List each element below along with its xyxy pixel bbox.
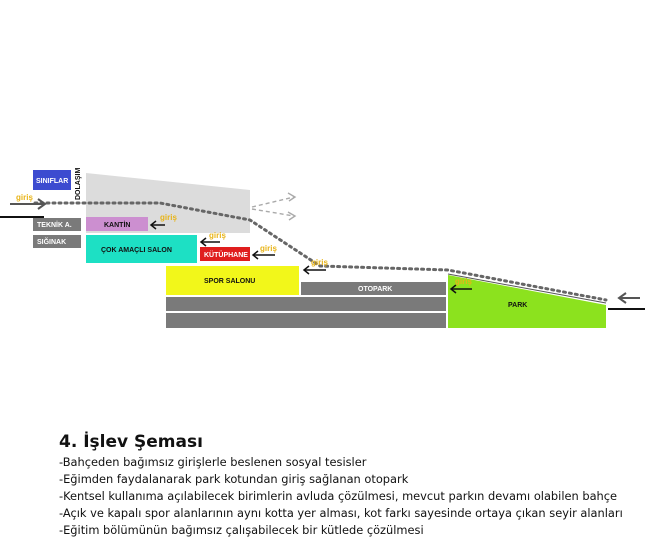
siniflar-label: SINIFLAR <box>36 178 69 185</box>
giris-label-left: giriş <box>16 193 33 202</box>
siginak-label: SIĞINAK <box>37 239 67 246</box>
giris-label-otopark: giriş <box>455 277 472 286</box>
spor-label: SPOR SALONU <box>204 278 256 285</box>
caption-line: -Açık ve kapalı spor alanlarının aynı kotta yer alması, kot farkı sayesinde ortaya çıkan seyir alanları <box>59 506 623 520</box>
kantin-label: KANTİN <box>104 222 131 229</box>
exit-arrows <box>252 193 295 220</box>
entrance-arrow-spor <box>304 266 326 274</box>
lower-floor-2 <box>166 313 446 328</box>
giris-label-spor: giriş <box>311 258 328 267</box>
dolasim-label: DOLAŞIM <box>75 167 82 200</box>
cok-amacli-label: ÇOK AMAÇLI SALON <box>101 247 172 254</box>
caption-line: -Eğitim bölümünün bağımsız çalışabilecek bir kütlede çözülmesi <box>59 523 424 537</box>
giris-label-salon: giriş <box>209 231 226 240</box>
caption-title: 4. İşlev Şeması <box>59 432 203 452</box>
entrance-arrow-right <box>619 293 640 303</box>
caption-line: -Eğimden faydalanarak park kotundan giriş sağlanan otopark <box>59 472 409 486</box>
park-label: PARK <box>508 302 528 309</box>
caption-line: -Kentsel kullanıma açılabilecek birimlerin avluda çözülmesi, mevcut parkın devamı olabilen bahçe <box>59 489 618 503</box>
giris-label-kantin: giriş <box>160 213 177 222</box>
kutuphane-label: KÜTÜPHANE <box>204 252 248 259</box>
giris-label-kutuphane: giriş <box>260 244 277 253</box>
teknik-label: TEKNİK A. <box>37 222 72 229</box>
caption-line: -Bahçeden bağımsız girişlerle beslenen sosyal tesisler <box>59 455 367 469</box>
otopark-label: OTOPARK <box>358 286 393 293</box>
caption <box>59 432 649 539</box>
lower-floor-1 <box>166 297 446 311</box>
